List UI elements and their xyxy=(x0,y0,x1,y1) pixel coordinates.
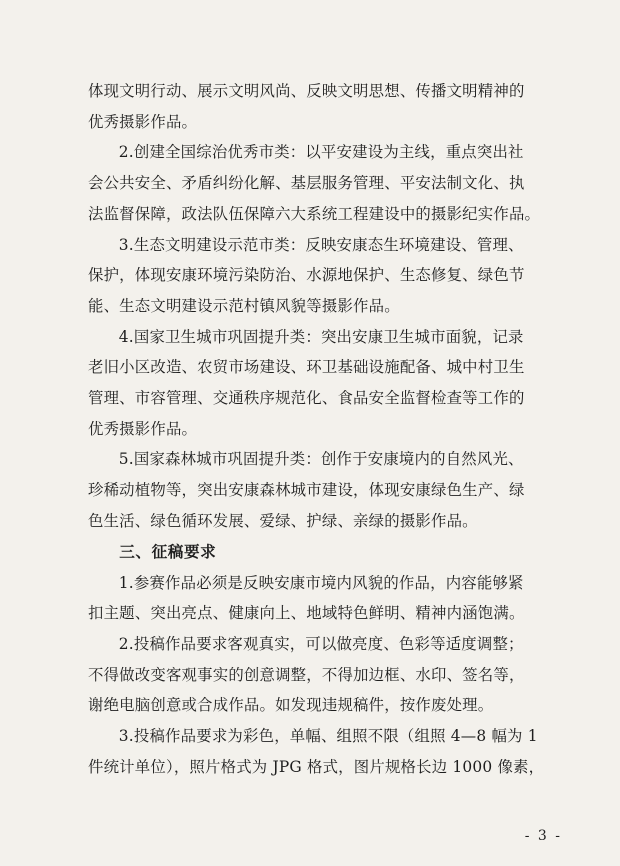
section-heading: 三、征稿要求 xyxy=(119,542,217,561)
paragraph-category-3: 3.生态文明建设示范市类：反映安康态生环境建设、管理、 保护，体现安康环境污染防治、水源地保护、生态修复、绿色节 能、生态文明建设示范村镇风貌等摄影作品。 xyxy=(88,235,525,315)
paragraph-continuation: 体现文明行动、展示文明风尚、反映文明思想、传播文明精神的 优秀摄影作品。 xyxy=(88,82,525,131)
requirement-3: 3.投稿作品要求为彩色，单幅、组照不限（组照 4—8 幅为 1 件统计单位），照片格式为 JPG 格式，图片规格长边 1000 像素， xyxy=(88,727,545,776)
document-body xyxy=(88,76,566,782)
page-number: - 3 - xyxy=(524,828,562,844)
requirement-1: 1.参赛作品必须是反映安康市境内风貌的作品，内容能够紧 扣主题、突出亮点、健康向上、地域特色鲜明、精神内涵饱满。 xyxy=(88,573,525,623)
paragraph-category-4: 4.国家卫生城市巩固提升类：突出安康卫生城市面貌，记录 老旧小区改造、农贸市场建设、环卫基础设施配备、城中村卫生 管理、市容管理、交通秩序规范化、食品安全监督检查等工作的 优秀摄影作品。 xyxy=(88,327,525,438)
requirement-2: 2.投稿作品要求客观真实，可以做亮度、色彩等适度调整； 不得做改变客观事实的创意调整，不得加边框、水印、签名等， 谢绝电脑创意或合成作品。如发现违规稿件，按作废处理。 xyxy=(88,634,525,715)
paragraph-category-2: 2.创建全国综治优秀市类：以平安建设为主线，重点突出社 会公共安全、矛盾纠纷化解、基层服务管理、平安法制文化、执 法监督保障，政法队伍保障六大系统工程建设中的摄影纪实作品。 xyxy=(88,143,541,223)
paragraph-category-5: 5.国家森林城市巩固提升类：创作于安康境内的自然风光、 珍稀动植物等，突出安康森林城市建设，体现安康绿色生产、绿 色生活、绿色循环发展、爱绿、护绿、亲绿的摄影作品。 xyxy=(88,450,525,530)
